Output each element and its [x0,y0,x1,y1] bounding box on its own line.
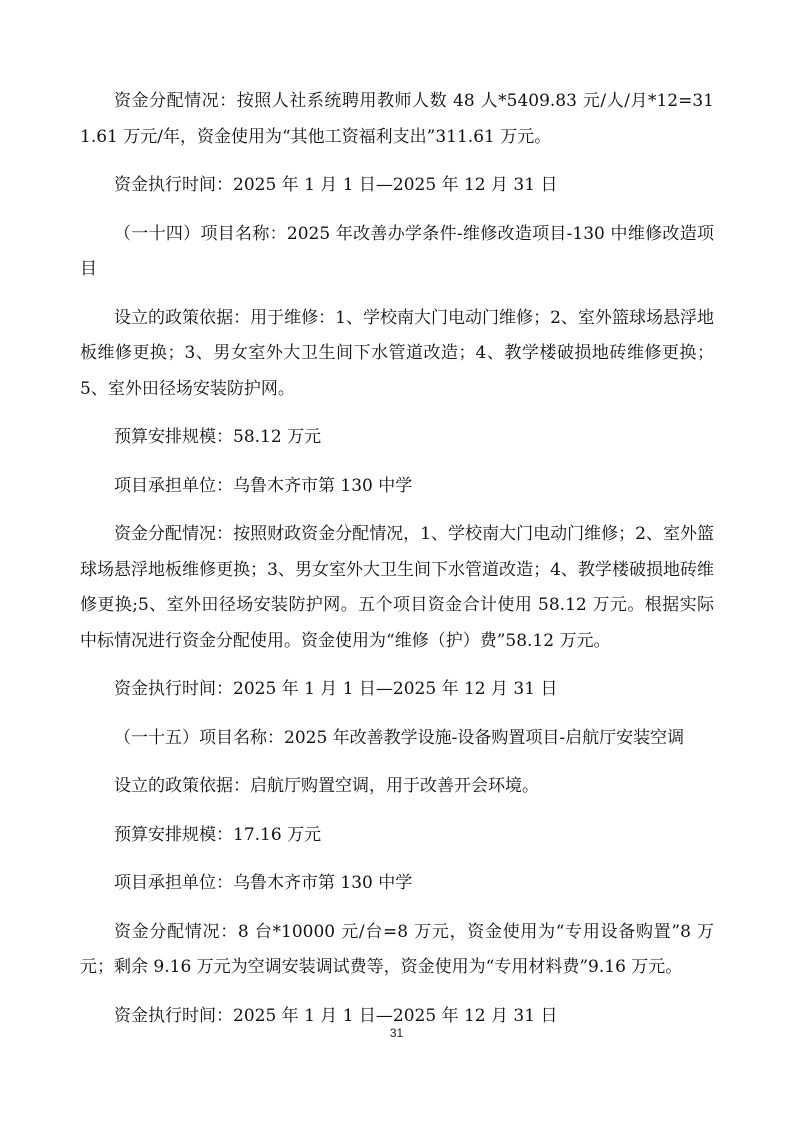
paragraph-fund-allocation-teachers: 资金分配情况：按照人社系统聘用教师人数 48 人*5409.83 元/人/月*12=311.61 万元/年，资金使用为“其他工资福利支出”311.61 万元。 [80,91,714,147]
paragraph-execution-time: 资金执行时间：2025 年 1 月 1 日—2025 年 12 月 31 日 [114,679,558,699]
page-number: 31 [389,1026,404,1040]
paragraph-fund-allocation-repair: 资金分配情况：按照财政资金分配情况，1、学校南大门电动门维修；2、室外篮球场悬浮地板维修更换；3、男女室外大卫生间下水管道改造；4、教学楼破损地砖维修更换;5、室外田径场安装防护网。五个项目资金合计使用 58.12 万元。根据实际中标情况进行资金分配使用。资金使用为“维修（护）费”58.12 万元。 [80,524,714,651]
paragraph-responsible-unit: 项目承担单位：乌鲁木齐市第 130 中学 [114,475,413,496]
paragraph-budget-scale: 预算安排规模：17.16 万元 [114,824,322,845]
paragraph-project-15-name: （一十五）项目名称：2025 年改善教学设施-设备购置项目-启航厅安装空调 [114,727,685,748]
document-body [80,84,714,1047]
paragraph-project-14-name: （一十四）项目名称：2025 年改善办学条件-维修改造项目-130 中维修改造项目 [80,223,714,279]
paragraph-budget-scale: 预算安排规模：58.12 万元 [114,427,322,447]
paragraph-policy-basis: 设立的政策依据：启航厅购置空调，用于改善开会环境。 [114,776,539,796]
paragraph-fund-allocation-aircon: 资金分配情况：8 台*10000 元/台=8 万元，资金使用为“专用设备购置”8 万元；剩余 9.16 万元为空调安装调试费等，资金使用为“专用材料费”9.16 万元。 [80,921,714,977]
paragraph-policy-basis: 设立的政策依据：用于维修：1、学校南大门电动门维修；2、室外篮球场悬浮地板维修更换；3、男女室外大卫生间下水管道改造；4、教学楼破损地砖维修更换；5、室外田径场安装防护网。 [80,307,714,399]
paragraph-execution-time: 资金执行时间：2025 年 1 月 1 日—2025 年 12 月 31 日 [114,1005,558,1026]
paragraph-responsible-unit: 项目承担单位：乌鲁木齐市第 130 中学 [114,873,413,893]
paragraph-execution-time: 资金执行时间：2025 年 1 月 1 日—2025 年 12 月 31 日 [114,175,558,195]
